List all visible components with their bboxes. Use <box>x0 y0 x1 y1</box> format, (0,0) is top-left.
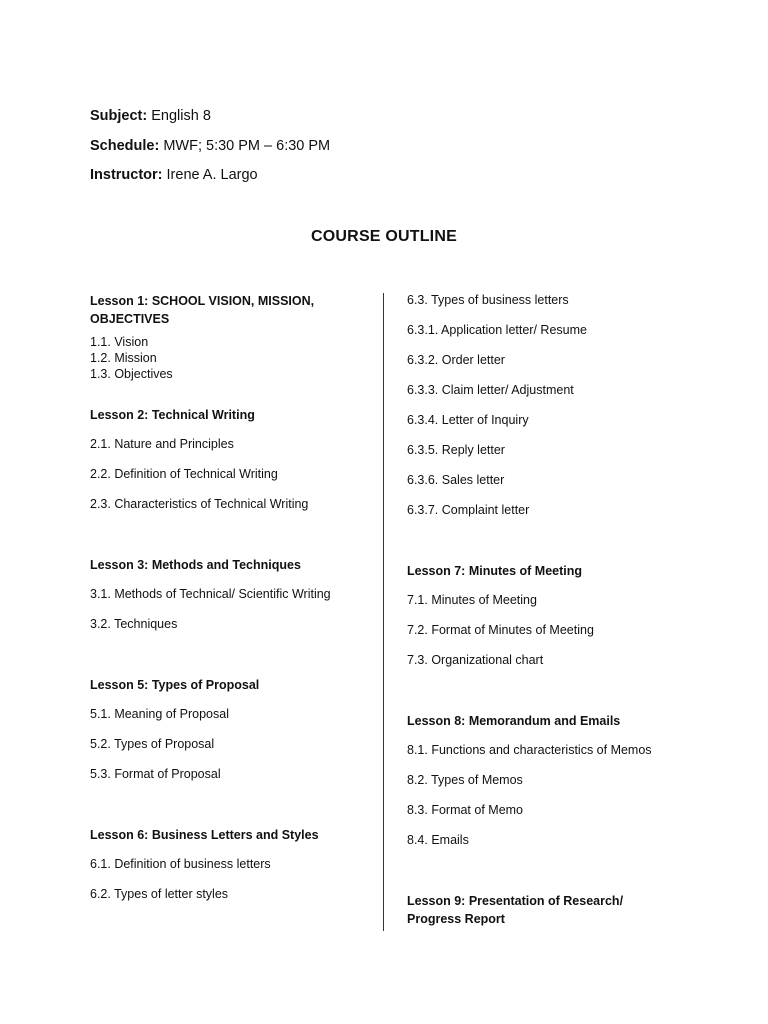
lesson-6-item: 6.1. Definition of business letters <box>90 857 271 871</box>
lesson-2-item: 2.2. Definition of Technical Writing <box>90 467 278 481</box>
instructor-line <box>90 165 690 195</box>
subject-label: Subject: <box>90 108 148 124</box>
lesson-3-item: 3.2. Techniques <box>90 617 178 631</box>
column-divider <box>383 293 384 931</box>
lesson-9-title-line1: Lesson 9: Presentation of Research/ <box>407 894 624 908</box>
lesson-8-item: 8.2. Types of Memos <box>407 773 523 787</box>
lesson-6 <box>90 826 362 916</box>
lesson-6-item: 6.3.7. Complaint letter <box>407 503 530 517</box>
subject-value: English 8 <box>147 108 211 124</box>
lesson-3-item: 3.1. Methods of Technical/ Scientific Writing <box>90 587 331 601</box>
lesson-7-title: Lesson 7: Minutes of Meeting <box>407 564 583 578</box>
lesson-8-item: 8.3. Format of Memo <box>407 803 524 817</box>
lesson-6-item: 6.2. Types of letter styles <box>90 887 229 901</box>
lesson-1 <box>90 292 362 382</box>
lesson-6-item: 6.3.1. Application letter/ Resume <box>407 323 587 337</box>
lesson-8-title: Lesson 8: Memorandum and Emails <box>407 714 621 728</box>
course-info-header <box>90 106 690 195</box>
lesson-9-title-line2: Progress Report <box>407 912 505 926</box>
lesson-5 <box>90 676 362 796</box>
lesson-6-continued <box>407 292 707 532</box>
lesson-6-item: 6.3.5. Reply letter <box>407 443 505 457</box>
lesson-2-title: Lesson 2: Technical Writing <box>90 408 255 422</box>
schedule-line <box>90 136 690 166</box>
lesson-1-item: 1.2. Mission <box>90 351 157 365</box>
schedule-value: MWF; 5:30 PM – 6:30 PM <box>159 137 331 154</box>
lesson-6-item: 6.3.2. Order letter <box>407 353 505 367</box>
lesson-1-title-line2: OBJECTIVES <box>90 312 170 326</box>
lesson-2-item: 2.1. Nature and Principles <box>90 437 234 451</box>
lesson-3-title: Lesson 3: Methods and Techniques <box>90 558 301 572</box>
lesson-7-item: 7.3. Organizational chart <box>407 653 544 667</box>
instructor-value: Irene A. Largo <box>162 167 258 183</box>
lesson-6-item: 6.3.4. Letter of Inquiry <box>407 413 529 427</box>
lesson-8-item: 8.4. Emails <box>407 833 469 847</box>
lesson-8-item: 8.1. Functions and characteristics of Memos <box>407 743 652 757</box>
lesson-3 <box>90 556 362 646</box>
lesson-2 <box>90 406 362 526</box>
lesson-5-title: Lesson 5: Types of Proposal <box>90 678 260 692</box>
lesson-5-item: 5.2. Types of Proposal <box>90 737 215 751</box>
lesson-6-item: 6.3.6. Sales letter <box>407 473 505 487</box>
lesson-1-title-line1: Lesson 1: SCHOOL VISION, MISSION, <box>90 294 315 308</box>
page-title: COURSE OUTLINE <box>311 228 457 245</box>
lesson-5-item: 5.3. Format of Proposal <box>90 767 221 781</box>
lesson-9 <box>407 892 707 928</box>
lesson-7-item: 7.2. Format of Minutes of Meeting <box>407 623 594 637</box>
lesson-2-item: 2.3. Characteristics of Technical Writing <box>90 497 309 511</box>
lesson-6-item: 6.3. Types of business letters <box>407 293 569 307</box>
lesson-7 <box>407 562 707 682</box>
subject-line <box>90 106 690 136</box>
lesson-8 <box>407 712 707 862</box>
lesson-1-item: 1.3. Objectives <box>90 367 173 381</box>
lesson-7-item: 7.1. Minutes of Meeting <box>407 593 537 607</box>
lesson-5-item: 5.1. Meaning of Proposal <box>90 707 229 721</box>
lesson-1-item: 1.1. Vision <box>90 335 149 349</box>
lesson-6-item: 6.3.3. Claim letter/ Adjustment <box>407 383 574 397</box>
schedule-label: Schedule: <box>90 137 160 154</box>
outline-right-column <box>407 292 707 928</box>
instructor-label: Instructor: <box>90 167 163 183</box>
lesson-6-title: Lesson 6: Business Letters and Styles <box>90 828 319 842</box>
outline-left-column <box>90 292 362 916</box>
